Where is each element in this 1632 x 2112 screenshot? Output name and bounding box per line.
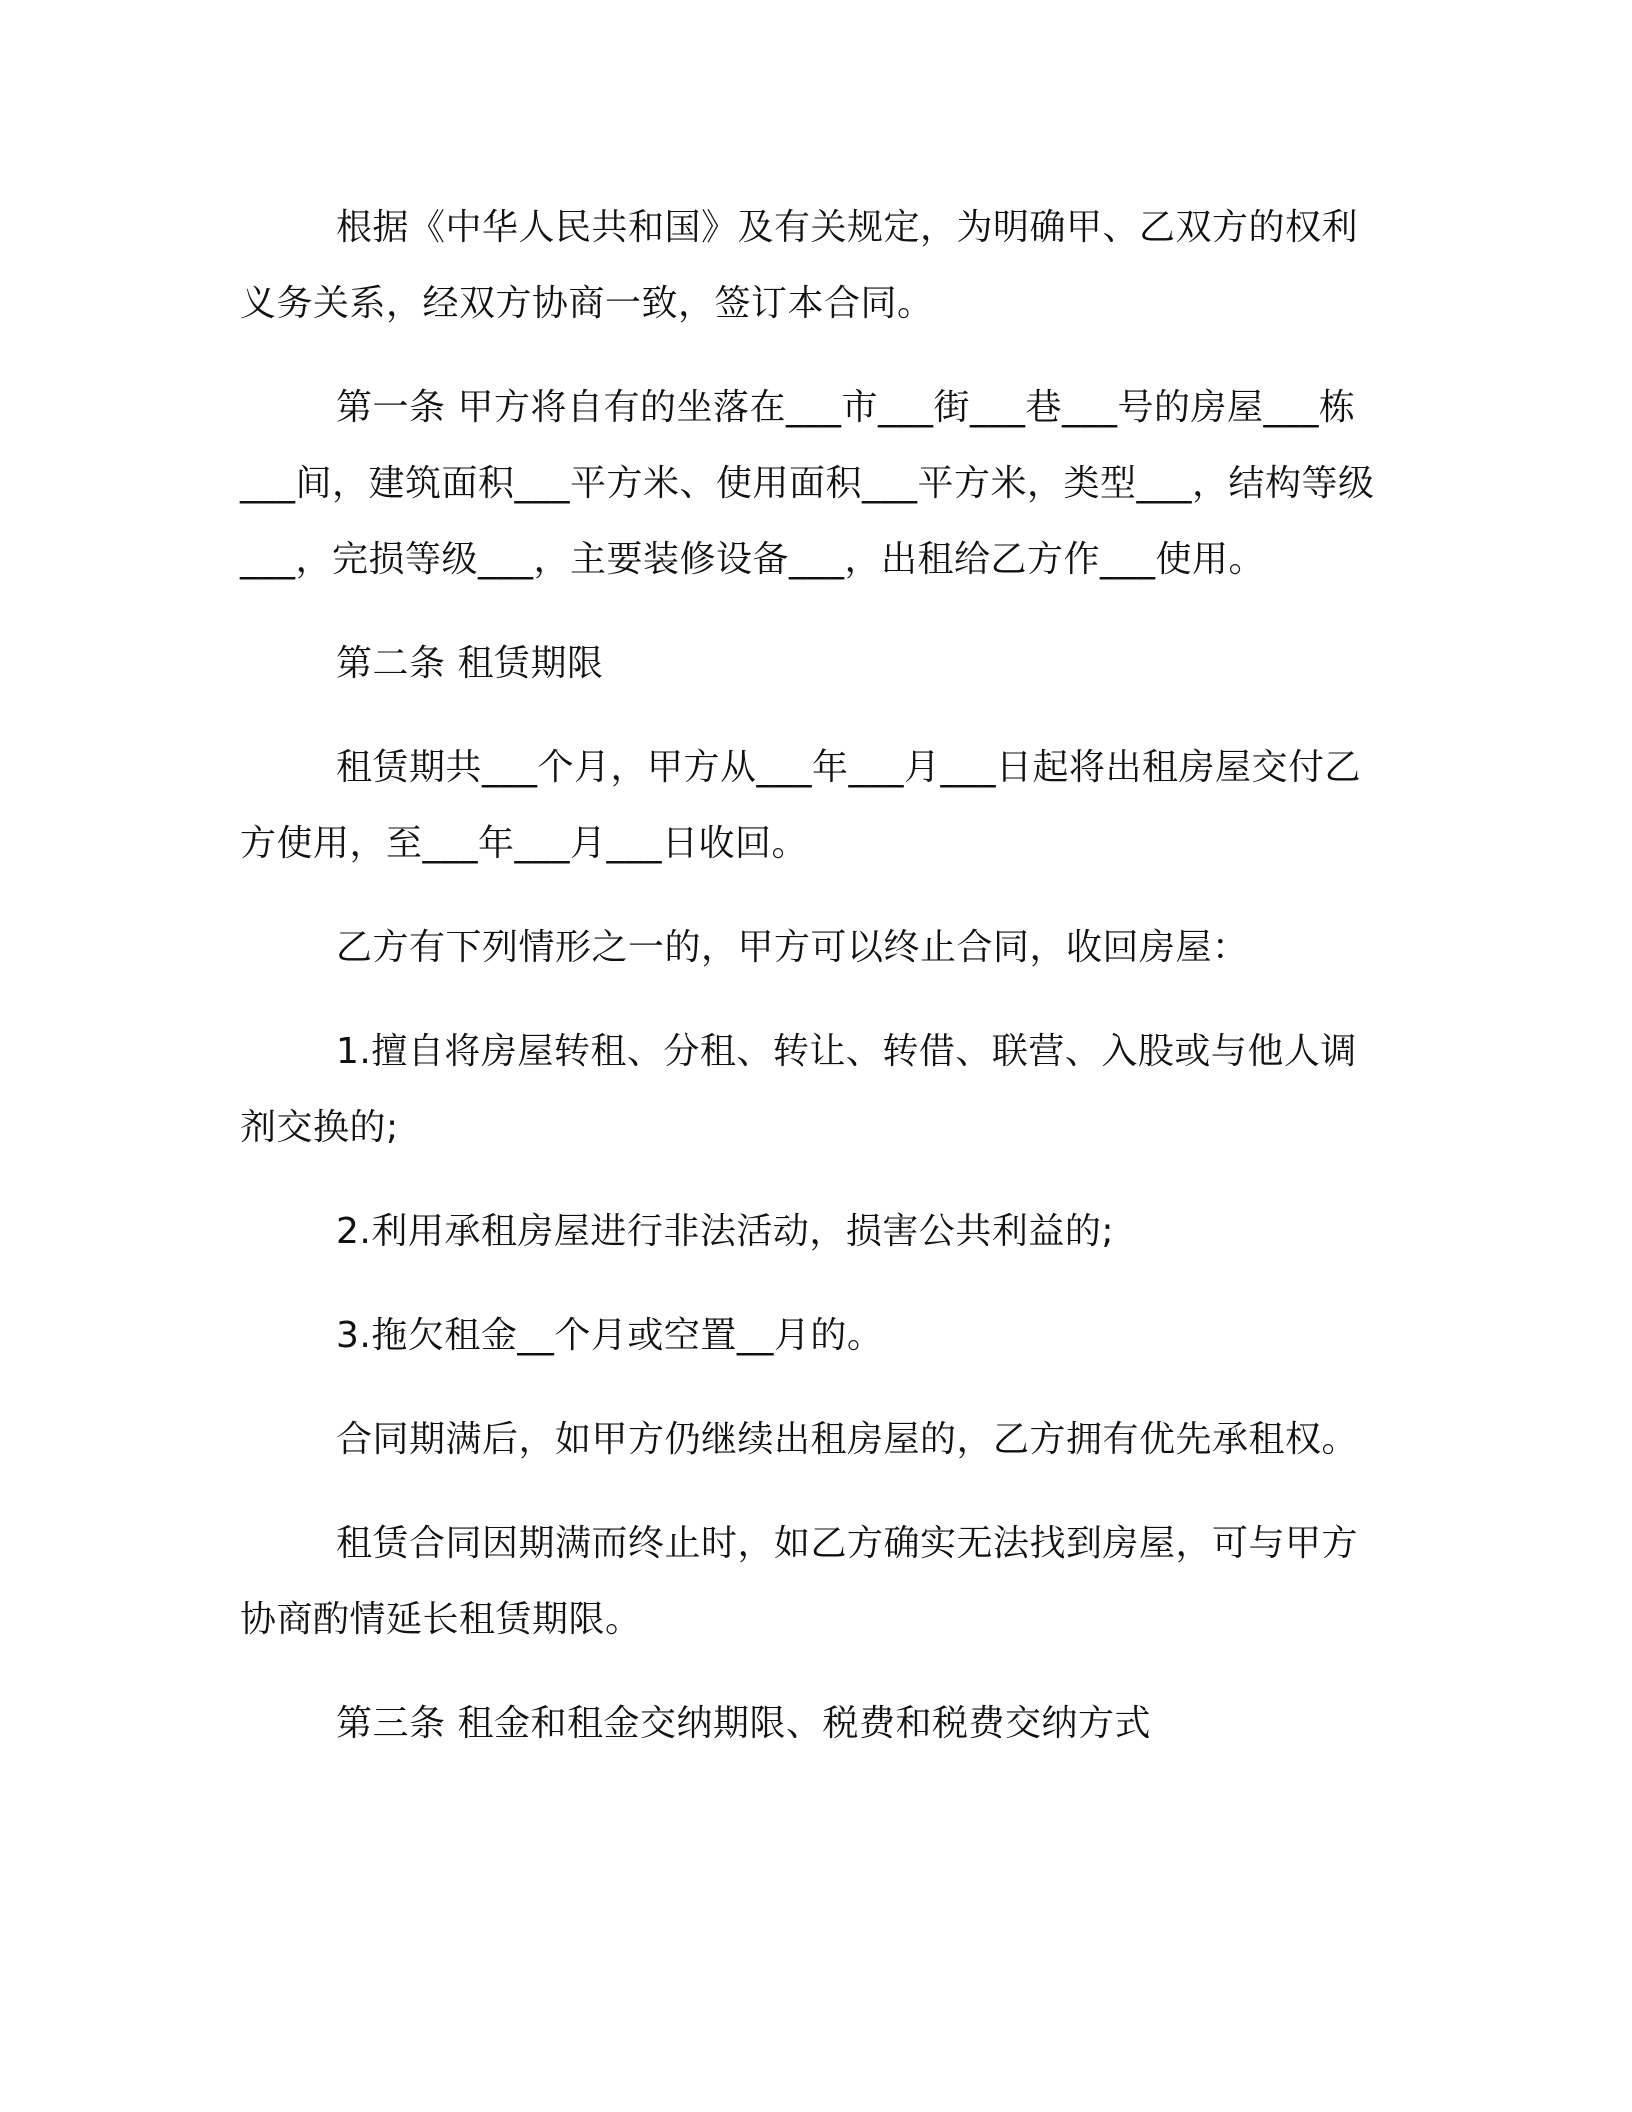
termination-item-1: 1.擅自将房屋转租、分租、转让、转借、联营、入股或与他人调剂交换的; <box>240 1031 1357 1148</box>
document-body <box>240 190 1390 1790</box>
termination-intro-paragraph: 乙方有下列情形之一的，甲方可以终止合同，收回房屋： <box>336 927 1249 968</box>
article-1-paragraph: 第一条 甲方将自有的坐落在___市___街___巷___号的房屋___栋___间，建筑面积___平方米、使用面积___平方米，类型___，结构等级___，完损等级___，主要装修设备___，出租给乙方作___使用。 <box>240 387 1375 580</box>
termination-item-2: 2.利用承租房屋进行非法活动，损害公共利益的; <box>336 1211 1114 1252</box>
article-3-heading: 第三条 租金和租金交纳期限、税费和税费交纳方式 <box>336 1703 1151 1744</box>
article-2-heading: 第二条 租赁期限 <box>336 643 604 684</box>
extension-paragraph: 租赁合同因期满而终止时，如乙方确实无法找到房屋，可与甲方协商酌情延长租赁期限。 <box>240 1523 1359 1640</box>
intro-paragraph: 根据《中华人民共和国》及有关规定，为明确甲、乙双方的权利义务关系，经双方协商一致，签订本合同。 <box>240 207 1359 324</box>
termination-item-3: 3.拖欠租金__个月或空置__月的。 <box>336 1315 884 1356</box>
priority-lease-paragraph: 合同期满后，如甲方仍继续出租房屋的，乙方拥有优先承租权。 <box>336 1419 1359 1460</box>
lease-term-paragraph: 租赁期共___个月，甲方从___年___月___日起将出租房屋交付乙方使用，至___年___月___日收回。 <box>240 747 1362 864</box>
